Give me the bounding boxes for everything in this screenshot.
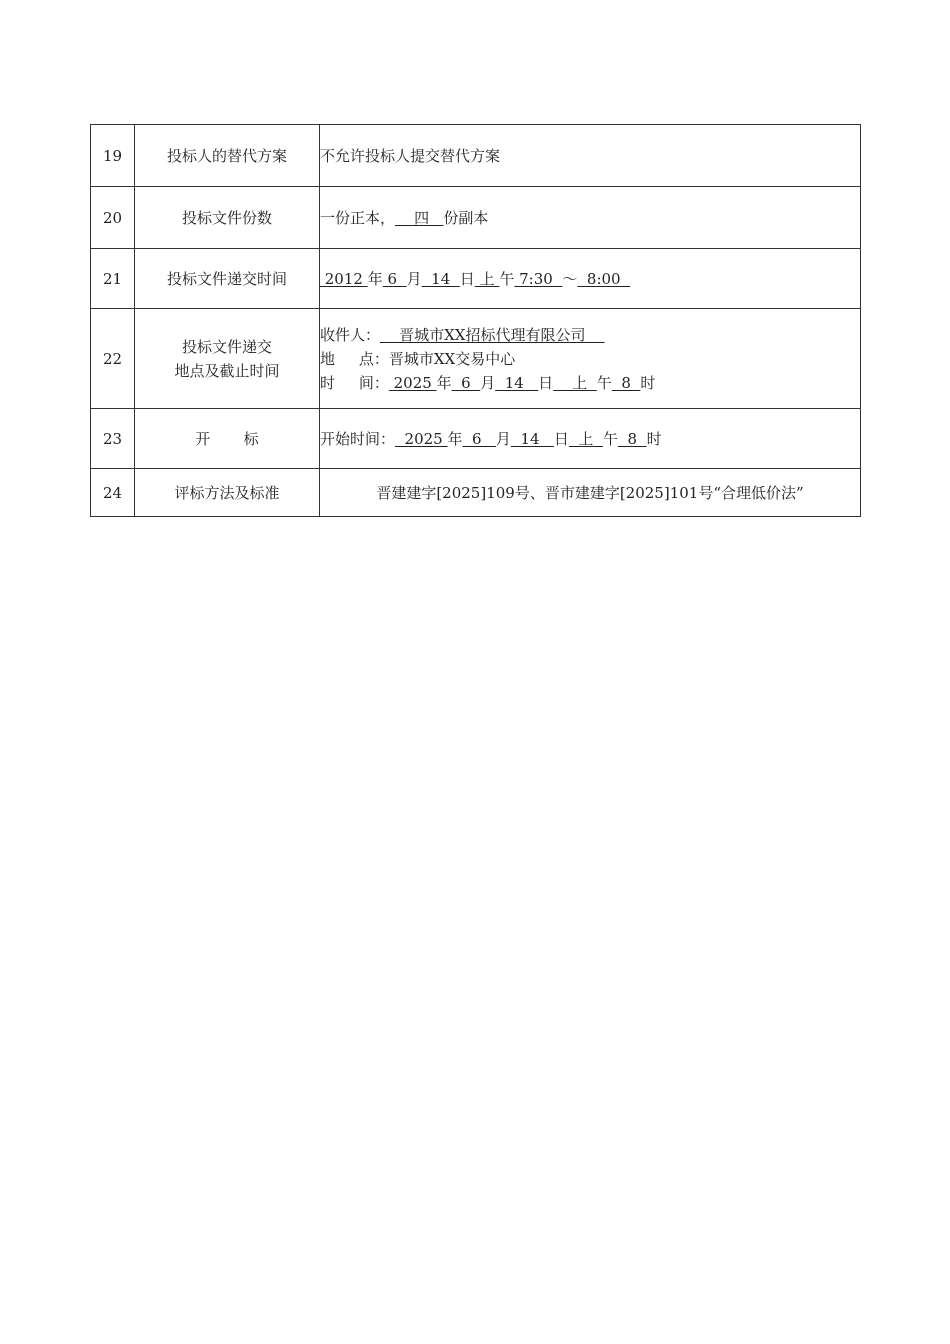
row-number: 21 (91, 249, 135, 309)
submission-time: 2012 年 6 月 14 日 上 午 7:30 ～ 8:00 (320, 249, 861, 309)
table-row (91, 249, 861, 309)
table-row (91, 409, 861, 469)
row-content: 不允许投标人提交替代方案 (320, 125, 861, 187)
table-row (91, 469, 861, 517)
opening-time: 开始时间： 2025 年 6 月 14 日 上 午 8 时 (320, 409, 861, 469)
row-item: 投标人的替代方案 (135, 125, 320, 187)
row-item: 开 标 (135, 409, 320, 469)
row-content: 一份正本， 四 份副本 (320, 187, 861, 249)
bid-info-table (90, 124, 861, 517)
row-number: 23 (91, 409, 135, 469)
table-row (91, 309, 861, 409)
submission-place-deadline (320, 309, 861, 409)
row-number: 22 (91, 309, 135, 409)
row-number: 24 (91, 469, 135, 517)
table-row (91, 125, 861, 187)
place-line: 地 点：晋城市XX交易中心 (320, 349, 516, 368)
row-item: 投标文件递交 地点及截止时间 (135, 309, 320, 409)
row-item: 投标文件份数 (135, 187, 320, 249)
copies-count: 四 (395, 209, 444, 227)
evaluation-method: 晋建建字[2025]109号、晋市建建字[2025]101号“合理低价法” (320, 469, 861, 517)
row-item: 评标方法及标准 (135, 469, 320, 517)
table-row (91, 187, 861, 249)
row-number: 20 (91, 187, 135, 249)
recipient-line: 收件人： 晋城市XX招标代理有限公司 (320, 325, 605, 344)
row-item: 投标文件递交时间 (135, 249, 320, 309)
deadline-line: 时 间： 2025 年 6 月 14 日 上 午 8 时 (320, 373, 656, 392)
row-number: 19 (91, 125, 135, 187)
